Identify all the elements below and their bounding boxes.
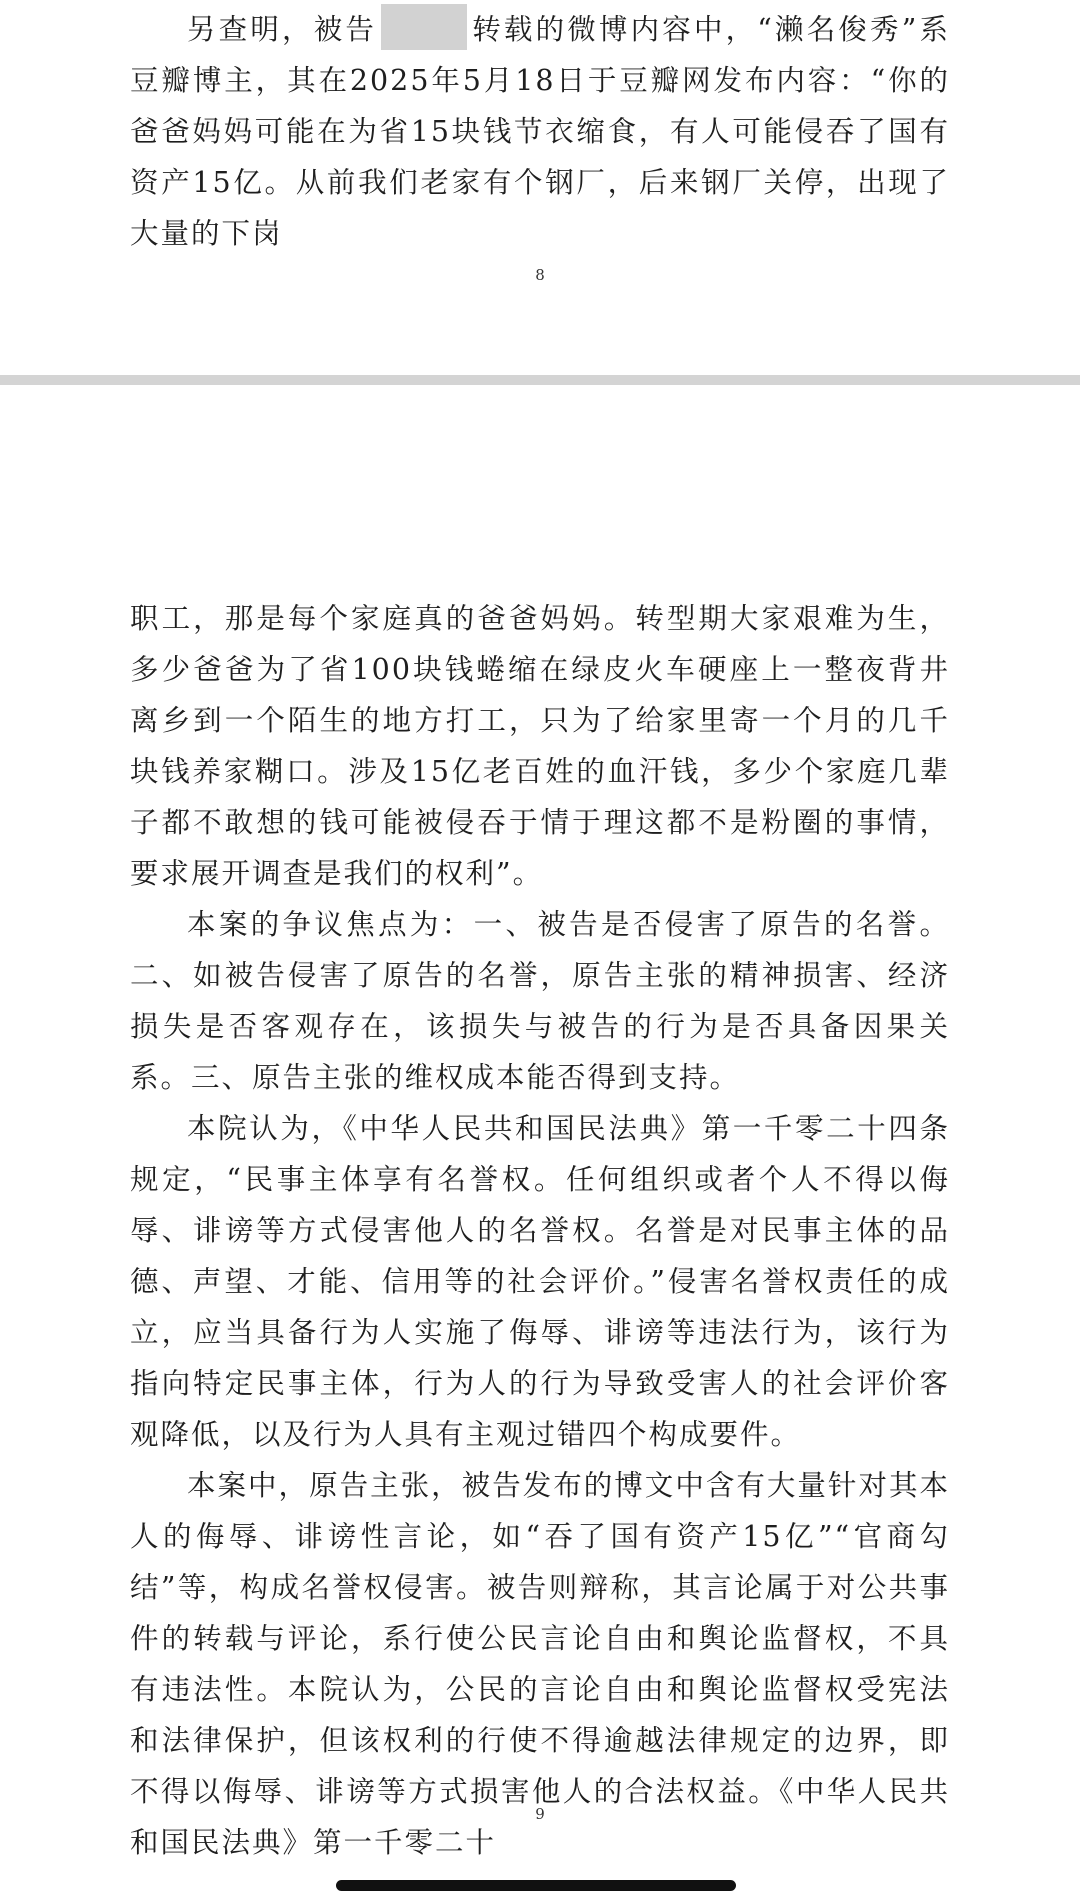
page-separator <box>0 375 1080 385</box>
paragraph-dispute-focus: 本案的争议焦点为：一、被告是否侵害了原告的名誉。二、如被告侵害了原告的名誉，原告主张的精神损害、经济损失是否客观存在，该损失与被告的行为是否具备因果关系。三、原告主张的维权成本能否得到支持。 <box>130 908 950 1094</box>
paragraph-court-opinion: 本院认为，《中华人民共和国民法典》第一千零二十四条 规定，“民事主体享有名誉权。任何组织或者个人不得以侮辱、诽谤等方式侵害他人的名誉权。名誉是对民事主体的品德、声望、才能、信用等的社会评价。”侵害名誉权责任的成立，应当具备行为人实施了侮辱、诽谤等违法行为，该行为指向特定民事主体，行为人的行为导致受害人的社会评价客观降低，以及行为人具有主观过错四个构成要件。 <box>130 1112 950 1451</box>
page-8-text <box>130 4 950 259</box>
paragraph-text-end: 转载的微博内容中，“濑名俊秀”系豆瓣博主，其在2025年5月18日于豆瓣网发布内容：“你的爸爸妈妈可能在为省15块钱节衣缩食，有人可能侵吞了国有资产15亿。从前我们老家有个钢厂，后来钢厂关停，出现了大量的下岗 <box>130 13 950 250</box>
page-number: 8 <box>535 266 545 284</box>
page-8-paragraph <box>130 4 950 259</box>
home-indicator-bar[interactable] <box>336 1880 736 1891</box>
paragraph-case-analysis: 本案中，原告主张，被告发布的博文中含有大量针对其本人的侮辱、诽谤性言论，如“吞了国有资产15亿”“官商勾结”等，构成名誉权侵害。被告则辩称，其言论属于对公共事件的转载与评论，系行使公民言论自由和舆论监督权，不具有违法性。本院认为，公民的言论自由和舆论监督权受宪法和法律保护，但该权利的行使不得逾越法律规定的边界，即不得以侮辱、诽谤等方式损害他人的合法权益。《中华人民共和国民法典》第一千零二十 <box>130 1469 950 1859</box>
paragraph-text-start: 另查明，被告 <box>187 13 378 46</box>
document-page-8 <box>0 0 1080 375</box>
redacted-name-block <box>381 4 467 50</box>
document-page-9 <box>0 385 1080 1902</box>
page-number: 9 <box>535 1805 545 1823</box>
page-9-text <box>130 593 950 1868</box>
paragraph-continuation: 职工，那是每个家庭真的爸爸妈妈。转型期大家艰难为生，多少爸爸为了省100块钱蜷缩在绿皮火车硬座上一整夜背井离乡到一个陌生的地方打工，只为了给家里寄一个月的几千块钱养家糊口。涉及15亿老百姓的血汗钱，多少个家庭几辈子都不敢想的钱可能被侵吞于情于理这都不是粉圈的事情，要求展开调查是我们的权利”。 <box>130 602 950 890</box>
